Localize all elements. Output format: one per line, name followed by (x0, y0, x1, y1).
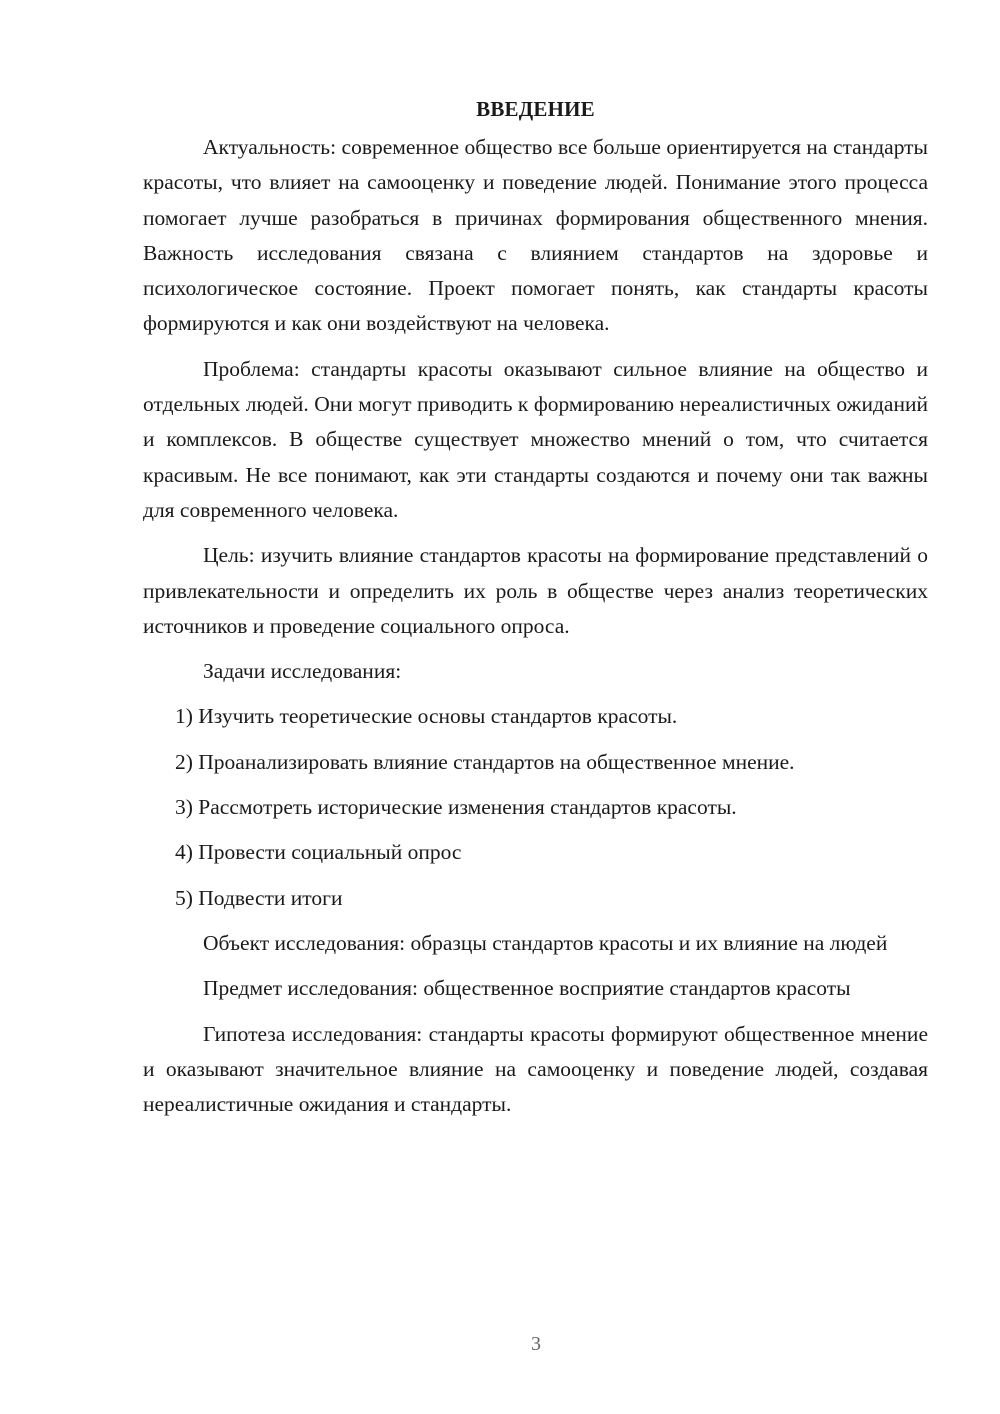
object-paragraph: Объект исследования: образцы стандартов красоты и их влияние на людей (203, 930, 888, 955)
problem-paragraph: Проблема: стандарты красоты оказывают сильное влияние на общество и отдельных людей. Они могут приводить к формированию нереалистичных ожиданий и комплексов. В обществе существует множество мнений о том, что считается красивым. Не все понимают, как эти стандарты создаются и почему они так важны для современного человека. (143, 356, 928, 522)
tasks-heading: Задачи исследования: (203, 659, 402, 684)
hypothesis-paragraph: Гипотеза исследования: стандарты красоты формируют общественное мнение и оказывают значительное влияние на самооценку и поведение людей, создавая нереалистичные ожидания и стандарты. (143, 1021, 928, 1117)
relevance-paragraph: Актуальность: современное общество все больше ориентируется на стандарты красоты, что влияет на самооценку и поведение людей. Понимание этого процесса помогает лучше разобраться в причинах формирования общественного мнения. Важность исследования связана с влиянием стандартов на здоровье и психологическое состояние. Проект помогает понять, как стандарты красоты формируются и как они воздействуют на человека. (143, 135, 928, 336)
subject-paragraph: Предмет исследования: общественное восприятие стандартов красоты (203, 976, 851, 1001)
goal-paragraph: Цель: изучить влияние стандартов красоты на формирование представлений о привлекательности и определить их роль в обществе через анализ теоретических источников и проведение социального опроса. (143, 543, 928, 638)
page-number: 3 (531, 1333, 541, 1355)
task-item: 3) Рассмотреть исторические изменения стандартов красоты. (175, 795, 737, 820)
tasks-list (143, 699, 928, 915)
document-page (143, 92, 928, 1132)
task-item: 5) Подвести итоги (175, 885, 343, 910)
task-item: 4) Провести социальный опрос (175, 840, 462, 865)
task-item: 1) Изучить теоретические основы стандартов красоты. (175, 704, 678, 729)
task-item: 2) Проанализировать влияние стандартов на общественное мнение. (175, 749, 795, 774)
section-title: ВВЕДЕНИЕ (476, 97, 595, 121)
